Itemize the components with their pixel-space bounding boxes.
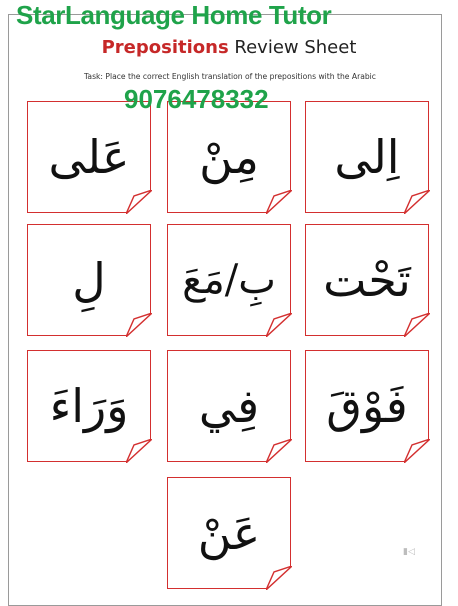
folded-corner-icon	[266, 313, 292, 337]
preposition-card	[167, 350, 291, 462]
arabic-word: بِ/مَعَ	[182, 257, 276, 303]
preposition-card	[27, 101, 151, 213]
preposition-card	[305, 224, 429, 336]
page-title	[0, 37, 458, 58]
arabic-word: عَنْ	[197, 506, 261, 560]
preposition-card	[167, 101, 291, 213]
arabic-word: فِي	[198, 379, 260, 433]
arabic-word: فَوْقَ	[326, 379, 408, 433]
arabic-word: تَحْت	[323, 253, 411, 307]
watermark-phone: 9076478332	[124, 84, 269, 114]
title-rest: Review Sheet	[228, 37, 357, 58]
media-icon: ▮◁	[403, 547, 415, 557]
preposition-card	[167, 477, 291, 589]
arabic-word: اِلى	[334, 130, 400, 184]
preposition-card	[305, 101, 429, 213]
folded-corner-icon	[404, 190, 430, 214]
preposition-card	[305, 350, 429, 462]
folded-corner-icon	[126, 313, 152, 337]
folded-corner-icon	[266, 439, 292, 463]
arabic-word: عَلى	[48, 130, 130, 184]
folded-corner-icon	[126, 190, 152, 214]
folded-corner-icon	[266, 190, 292, 214]
folded-corner-icon	[126, 439, 152, 463]
folded-corner-icon	[404, 313, 430, 337]
arabic-word: مِنْ	[199, 130, 259, 184]
arabic-word: لِ	[72, 253, 106, 307]
watermark-brand: StarLanguage Home Tutor	[16, 0, 332, 30]
title-accent: Prepositions	[101, 37, 229, 58]
task-instruction: Task: Place the correct English translation of the prepositions with the Arabic	[84, 72, 376, 81]
preposition-card	[27, 224, 151, 336]
folded-corner-icon	[266, 566, 292, 590]
folded-corner-icon	[404, 439, 430, 463]
arabic-word: وَرَاءَ	[49, 379, 129, 433]
preposition-card	[167, 224, 291, 336]
preposition-card	[27, 350, 151, 462]
